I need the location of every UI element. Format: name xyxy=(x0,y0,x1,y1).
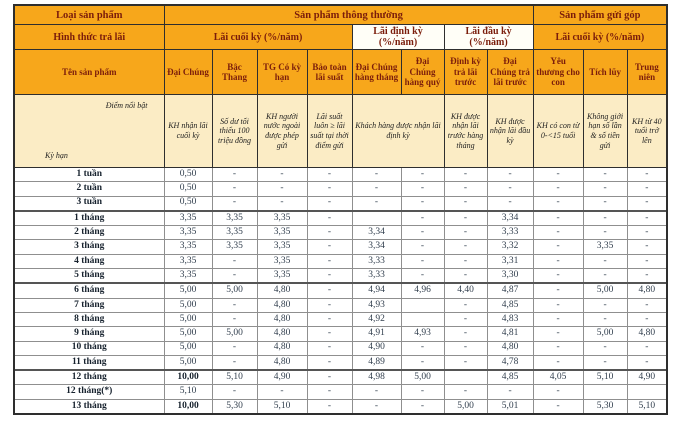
rate-cell: - xyxy=(444,327,487,341)
rate-cell: 3,35 xyxy=(257,254,307,268)
product-highlight-cell: Số dư tối thiểu 100 triệu đồng xyxy=(212,95,257,168)
rate-cell: 5,00 xyxy=(583,327,627,341)
rate-cell: 4,78 xyxy=(487,355,533,370)
rate-cell: - xyxy=(444,226,487,240)
rate-cell: 4,80 xyxy=(257,341,307,355)
rate-cell: - xyxy=(627,226,667,240)
rate-cell: - xyxy=(401,168,444,182)
table-row xyxy=(14,254,667,268)
rate-cell: 4,85 xyxy=(487,370,533,385)
rate-cell: - xyxy=(583,196,627,211)
rate-cell: 3,35 xyxy=(257,240,307,254)
rate-cell: 4,91 xyxy=(352,327,401,341)
table-header xyxy=(14,5,667,168)
rate-cell: - xyxy=(401,399,444,414)
rate-cell: - xyxy=(444,182,487,196)
rate-cell: - xyxy=(212,168,257,182)
rate-cell: - xyxy=(307,370,352,385)
rate-cell: - xyxy=(307,341,352,355)
rate-cell: 4,80 xyxy=(627,283,667,298)
rate-cell: - xyxy=(583,211,627,226)
rate-cell: - xyxy=(307,196,352,211)
rate-cell: - xyxy=(533,168,583,182)
rate-cell: 4,80 xyxy=(257,355,307,370)
rate-cell: - xyxy=(307,211,352,226)
rate-cell: - xyxy=(444,298,487,312)
rate-cell xyxy=(352,211,401,226)
rate-cell: - xyxy=(307,168,352,182)
rate-cell: - xyxy=(307,269,352,284)
rate-cell: 3,35 xyxy=(257,226,307,240)
rate-cell: 5,00 xyxy=(164,327,212,341)
rate-cell: - xyxy=(533,399,583,414)
rate-cell: 5,00 xyxy=(164,312,212,326)
rate-cell: - xyxy=(444,196,487,211)
term-cell: 8 tháng xyxy=(14,312,164,326)
product-column-header: Bảo toàn lãi suất xyxy=(307,50,352,95)
interest-form-group: Lãi cuối kỳ (%/năm) xyxy=(164,25,352,50)
rate-cell: 3,33 xyxy=(352,269,401,284)
rate-cell: - xyxy=(533,298,583,312)
interest-form-group: Lãi cuối kỳ (%/năm) xyxy=(533,25,667,50)
diagonal-corner-cell xyxy=(14,95,164,168)
rate-cell: 3,35 xyxy=(164,226,212,240)
rate-cell: - xyxy=(257,385,307,399)
rate-cell: - xyxy=(307,355,352,370)
rate-cell: - xyxy=(583,269,627,284)
rate-cell: - xyxy=(307,385,352,399)
rate-cell: - xyxy=(583,341,627,355)
header-highlight-row xyxy=(14,95,667,168)
rate-cell: - xyxy=(401,269,444,284)
rate-cell: - xyxy=(401,226,444,240)
rate-cell: - xyxy=(487,385,533,399)
rate-cell: - xyxy=(401,211,444,226)
table-row xyxy=(14,226,667,240)
rate-cell xyxy=(401,298,444,312)
rate-cell: 0,50 xyxy=(164,168,212,182)
highlight-diagonal-label: Điểm nổi bật xyxy=(105,101,148,110)
rate-cell: 5,00 xyxy=(212,283,257,298)
rate-cell: 3,34 xyxy=(487,211,533,226)
term-cell: 10 tháng xyxy=(14,341,164,355)
table-row xyxy=(14,182,667,196)
rate-cell: - xyxy=(212,196,257,211)
rate-cell: - xyxy=(444,355,487,370)
rate-cell: - xyxy=(352,182,401,196)
rate-cell: 4,83 xyxy=(487,312,533,326)
rate-cell: - xyxy=(533,240,583,254)
term-diagonal-label: Kỳ hạn xyxy=(45,151,68,161)
term-cell: 3 tháng xyxy=(14,240,164,254)
rate-cell: 0,50 xyxy=(164,182,212,196)
rate-cell: 4,80 xyxy=(257,327,307,341)
term-cell: 4 tháng xyxy=(14,254,164,268)
rate-cell: - xyxy=(583,168,627,182)
rate-cell: 3,35 xyxy=(212,240,257,254)
product-highlight-cell: KH nhận lãi cuối kỳ xyxy=(164,95,212,168)
table-row xyxy=(14,283,667,298)
rate-cell: 5,01 xyxy=(487,399,533,414)
rate-cell: - xyxy=(212,269,257,284)
term-cell: 1 tuần xyxy=(14,168,164,182)
rate-cell: - xyxy=(257,168,307,182)
rate-cell: - xyxy=(307,240,352,254)
rate-cell: - xyxy=(487,182,533,196)
rate-cell: 4,90 xyxy=(257,370,307,385)
rate-cell: - xyxy=(307,254,352,268)
rate-cell: - xyxy=(401,254,444,268)
product-highlight-cell: Lãi suất luôn ≥ lãi suất tại thời điểm gửi xyxy=(307,95,352,168)
rate-cell: 4,85 xyxy=(487,298,533,312)
term-cell: 6 tháng xyxy=(14,283,164,298)
rate-cell: 5,00 xyxy=(164,298,212,312)
rate-cell: 4,05 xyxy=(533,370,583,385)
table-row xyxy=(14,399,667,414)
product-highlight-cell: KH người nước ngoài được phép gửi xyxy=(257,95,307,168)
rate-cell: - xyxy=(212,182,257,196)
rate-cell: - xyxy=(627,341,667,355)
rate-cell: - xyxy=(401,341,444,355)
rate-cell: - xyxy=(627,240,667,254)
rate-cell: 5,10 xyxy=(164,385,212,399)
rate-cell: - xyxy=(307,283,352,298)
table-row xyxy=(14,269,667,284)
rate-cell: - xyxy=(212,341,257,355)
rate-cell: 3,30 xyxy=(487,269,533,284)
rate-cell: - xyxy=(307,327,352,341)
rate-cell: 5,00 xyxy=(164,355,212,370)
rate-cell: 4,96 xyxy=(401,283,444,298)
rate-cell: 4,80 xyxy=(487,341,533,355)
rate-cell: - xyxy=(401,196,444,211)
table-row xyxy=(14,385,667,399)
rate-cell: - xyxy=(533,327,583,341)
rate-cell: 3,32 xyxy=(487,240,533,254)
rate-cell: - xyxy=(533,385,583,399)
rate-cell: 5,00 xyxy=(164,341,212,355)
rate-cell: 5,00 xyxy=(164,283,212,298)
rate-cell: 5,30 xyxy=(583,399,627,414)
table-row xyxy=(14,168,667,182)
term-cell: 3 tuần xyxy=(14,196,164,211)
rate-cell: - xyxy=(257,182,307,196)
product-highlight-cell: KH được nhận lãi trước hàng tháng xyxy=(444,95,487,168)
rate-cell xyxy=(627,385,667,399)
table-row xyxy=(14,240,667,254)
rate-cell: 4,98 xyxy=(352,370,401,385)
product-column-header: Đại Chúng trả lãi trước xyxy=(487,50,533,95)
product-column-header: Định kỳ trả lãi trước xyxy=(444,50,487,95)
rate-cell: 4,89 xyxy=(352,355,401,370)
rate-cell: - xyxy=(307,312,352,326)
rate-cell: - xyxy=(583,226,627,240)
rate-table-body xyxy=(14,168,667,415)
rate-cell: - xyxy=(444,254,487,268)
group-installment-products: Sản phẩm gửi góp xyxy=(533,5,667,25)
rate-cell: 4,40 xyxy=(444,283,487,298)
rate-cell: - xyxy=(627,355,667,370)
rate-cell: - xyxy=(444,168,487,182)
rate-cell: - xyxy=(627,269,667,284)
rate-cell: 10,00 xyxy=(164,370,212,385)
product-highlight-cell: KH được nhận lãi đầu kỳ xyxy=(487,95,533,168)
interest-form-group: Lãi định kỳ (%/năm) xyxy=(352,25,444,50)
rate-cell: - xyxy=(533,226,583,240)
rate-cell: 3,35 xyxy=(164,254,212,268)
rate-cell: - xyxy=(627,196,667,211)
interest-form-label: Hình thức trả lãi xyxy=(14,25,164,50)
product-highlight-cell: KH có con từ 0-<15 tuổi xyxy=(533,95,583,168)
rate-cell: 4,92 xyxy=(352,312,401,326)
rate-cell: - xyxy=(307,182,352,196)
product-highlight-cell: Không giới hạn số lần & số tiền gửi xyxy=(583,95,627,168)
rate-cell: 3,35 xyxy=(257,269,307,284)
rate-cell: 4,93 xyxy=(352,298,401,312)
product-column-header: Trung niên xyxy=(627,50,667,95)
product-column-header: Đại Chúng xyxy=(164,50,212,95)
rate-cell xyxy=(444,370,487,385)
rate-cell: - xyxy=(257,196,307,211)
rate-cell: - xyxy=(487,168,533,182)
rate-cell: 3,35 xyxy=(212,211,257,226)
rate-cell: - xyxy=(627,312,667,326)
rate-cell: - xyxy=(352,196,401,211)
product-column-header: TG Có kỳ hạn xyxy=(257,50,307,95)
term-cell: 1 tháng xyxy=(14,211,164,226)
rate-cell: 3,34 xyxy=(352,240,401,254)
rate-cell: - xyxy=(627,254,667,268)
group-regular-products: Sản phẩm thông thường xyxy=(164,5,533,25)
rate-cell: - xyxy=(533,312,583,326)
rate-cell: - xyxy=(444,385,487,399)
term-cell: 12 tháng(*) xyxy=(14,385,164,399)
rate-cell: 3,35 xyxy=(164,269,212,284)
rate-cell: - xyxy=(627,182,667,196)
header-product-type-row xyxy=(14,5,667,25)
term-cell: 13 tháng xyxy=(14,399,164,414)
table-row xyxy=(14,211,667,226)
rate-cell: 5,10 xyxy=(257,399,307,414)
header-product-name-row xyxy=(14,50,667,95)
rate-cell: 3,35 xyxy=(257,211,307,226)
rate-cell: 3,31 xyxy=(487,254,533,268)
rate-cell: - xyxy=(307,399,352,414)
rate-cell: 4,87 xyxy=(487,283,533,298)
rate-cell: - xyxy=(401,182,444,196)
rate-cell: 5,00 xyxy=(401,370,444,385)
product-column-header: Đại Chúng hàng quý xyxy=(401,50,444,95)
table-row xyxy=(14,370,667,385)
rate-cell: 5,30 xyxy=(212,399,257,414)
rate-cell: 3,35 xyxy=(164,211,212,226)
rate-cell: - xyxy=(533,254,583,268)
product-column-header: Bậc Thang xyxy=(212,50,257,95)
rate-cell: - xyxy=(583,182,627,196)
rate-cell: 5,00 xyxy=(444,399,487,414)
rate-cell: 4,81 xyxy=(487,327,533,341)
rate-cell: 5,10 xyxy=(212,370,257,385)
rate-cell: - xyxy=(444,240,487,254)
rate-cell: - xyxy=(627,211,667,226)
rate-cell: 4,90 xyxy=(352,341,401,355)
rate-cell: 5,10 xyxy=(583,370,627,385)
rate-cell: 3,33 xyxy=(352,254,401,268)
table-row xyxy=(14,312,667,326)
rate-cell: 4,90 xyxy=(627,370,667,385)
rate-cell: 3,33 xyxy=(487,226,533,240)
rate-cell: - xyxy=(212,254,257,268)
rate-cell: 3,34 xyxy=(352,226,401,240)
rate-cell: 4,80 xyxy=(627,327,667,341)
rate-cell: - xyxy=(627,168,667,182)
rate-cell: 4,80 xyxy=(257,298,307,312)
product-highlight-cell: KH từ 40 tuổi trở lên xyxy=(627,95,667,168)
rate-cell: - xyxy=(444,269,487,284)
header-interest-form-row xyxy=(14,25,667,50)
rate-cell: - xyxy=(212,298,257,312)
rate-cell: 10,00 xyxy=(164,399,212,414)
rate-cell: 0,50 xyxy=(164,196,212,211)
product-column-header: Đại Chúng hàng tháng xyxy=(352,50,401,95)
rate-cell: - xyxy=(533,211,583,226)
term-cell: 11 tháng xyxy=(14,355,164,370)
table-row xyxy=(14,327,667,341)
rate-cell: - xyxy=(401,240,444,254)
term-cell: 2 tuần xyxy=(14,182,164,196)
rate-cell: - xyxy=(627,298,667,312)
rate-cell: - xyxy=(444,312,487,326)
rate-cell: 4,93 xyxy=(401,327,444,341)
rate-table xyxy=(13,4,668,415)
rate-cell xyxy=(583,385,627,399)
rate-cell xyxy=(401,312,444,326)
rate-cell: - xyxy=(583,355,627,370)
rate-cell: - xyxy=(444,211,487,226)
rate-cell: - xyxy=(401,355,444,370)
rate-cell: 5,00 xyxy=(212,327,257,341)
rate-cell: 4,94 xyxy=(352,283,401,298)
rate-cell: - xyxy=(352,385,401,399)
rate-cell: - xyxy=(212,312,257,326)
product-name-label: Tên sản phẩm xyxy=(14,50,164,95)
term-cell: 5 tháng xyxy=(14,269,164,284)
rate-cell: 5,00 xyxy=(583,283,627,298)
term-cell: 9 tháng xyxy=(14,327,164,341)
rate-cell: - xyxy=(583,312,627,326)
term-cell: 7 tháng xyxy=(14,298,164,312)
rate-cell: - xyxy=(212,355,257,370)
product-type-label: Loại sản phẩm xyxy=(14,5,164,25)
rate-cell: - xyxy=(533,283,583,298)
table-row xyxy=(14,341,667,355)
rate-cell: 3,35 xyxy=(583,240,627,254)
term-cell: 12 tháng xyxy=(14,370,164,385)
rate-cell: - xyxy=(352,399,401,414)
rate-cell: 4,80 xyxy=(257,312,307,326)
product-column-header: Yêu thương cho con xyxy=(533,50,583,95)
product-highlight-cell: Khách hàng được nhận lãi định kỳ xyxy=(352,95,444,168)
rate-cell: 5,10 xyxy=(627,399,667,414)
product-column-header: Tích lũy xyxy=(583,50,627,95)
rate-cell: - xyxy=(533,269,583,284)
rate-cell: 3,35 xyxy=(212,226,257,240)
rate-cell: - xyxy=(533,341,583,355)
table-row xyxy=(14,355,667,370)
rate-cell: - xyxy=(212,385,257,399)
table-row xyxy=(14,298,667,312)
rate-cell: - xyxy=(444,341,487,355)
table-row xyxy=(14,196,667,211)
interest-form-group: Lãi đầu kỳ (%/năm) xyxy=(444,25,533,50)
rate-cell: - xyxy=(533,355,583,370)
rate-cell: - xyxy=(583,298,627,312)
rate-cell: - xyxy=(533,196,583,211)
rate-cell: 3,35 xyxy=(164,240,212,254)
rate-cell: - xyxy=(583,254,627,268)
rate-cell: - xyxy=(487,196,533,211)
term-cell: 2 tháng xyxy=(14,226,164,240)
rate-cell: - xyxy=(307,226,352,240)
rate-cell: 4,80 xyxy=(257,283,307,298)
rate-cell: - xyxy=(401,385,444,399)
rate-cell: - xyxy=(307,298,352,312)
rate-cell: - xyxy=(533,182,583,196)
rate-cell: - xyxy=(352,168,401,182)
